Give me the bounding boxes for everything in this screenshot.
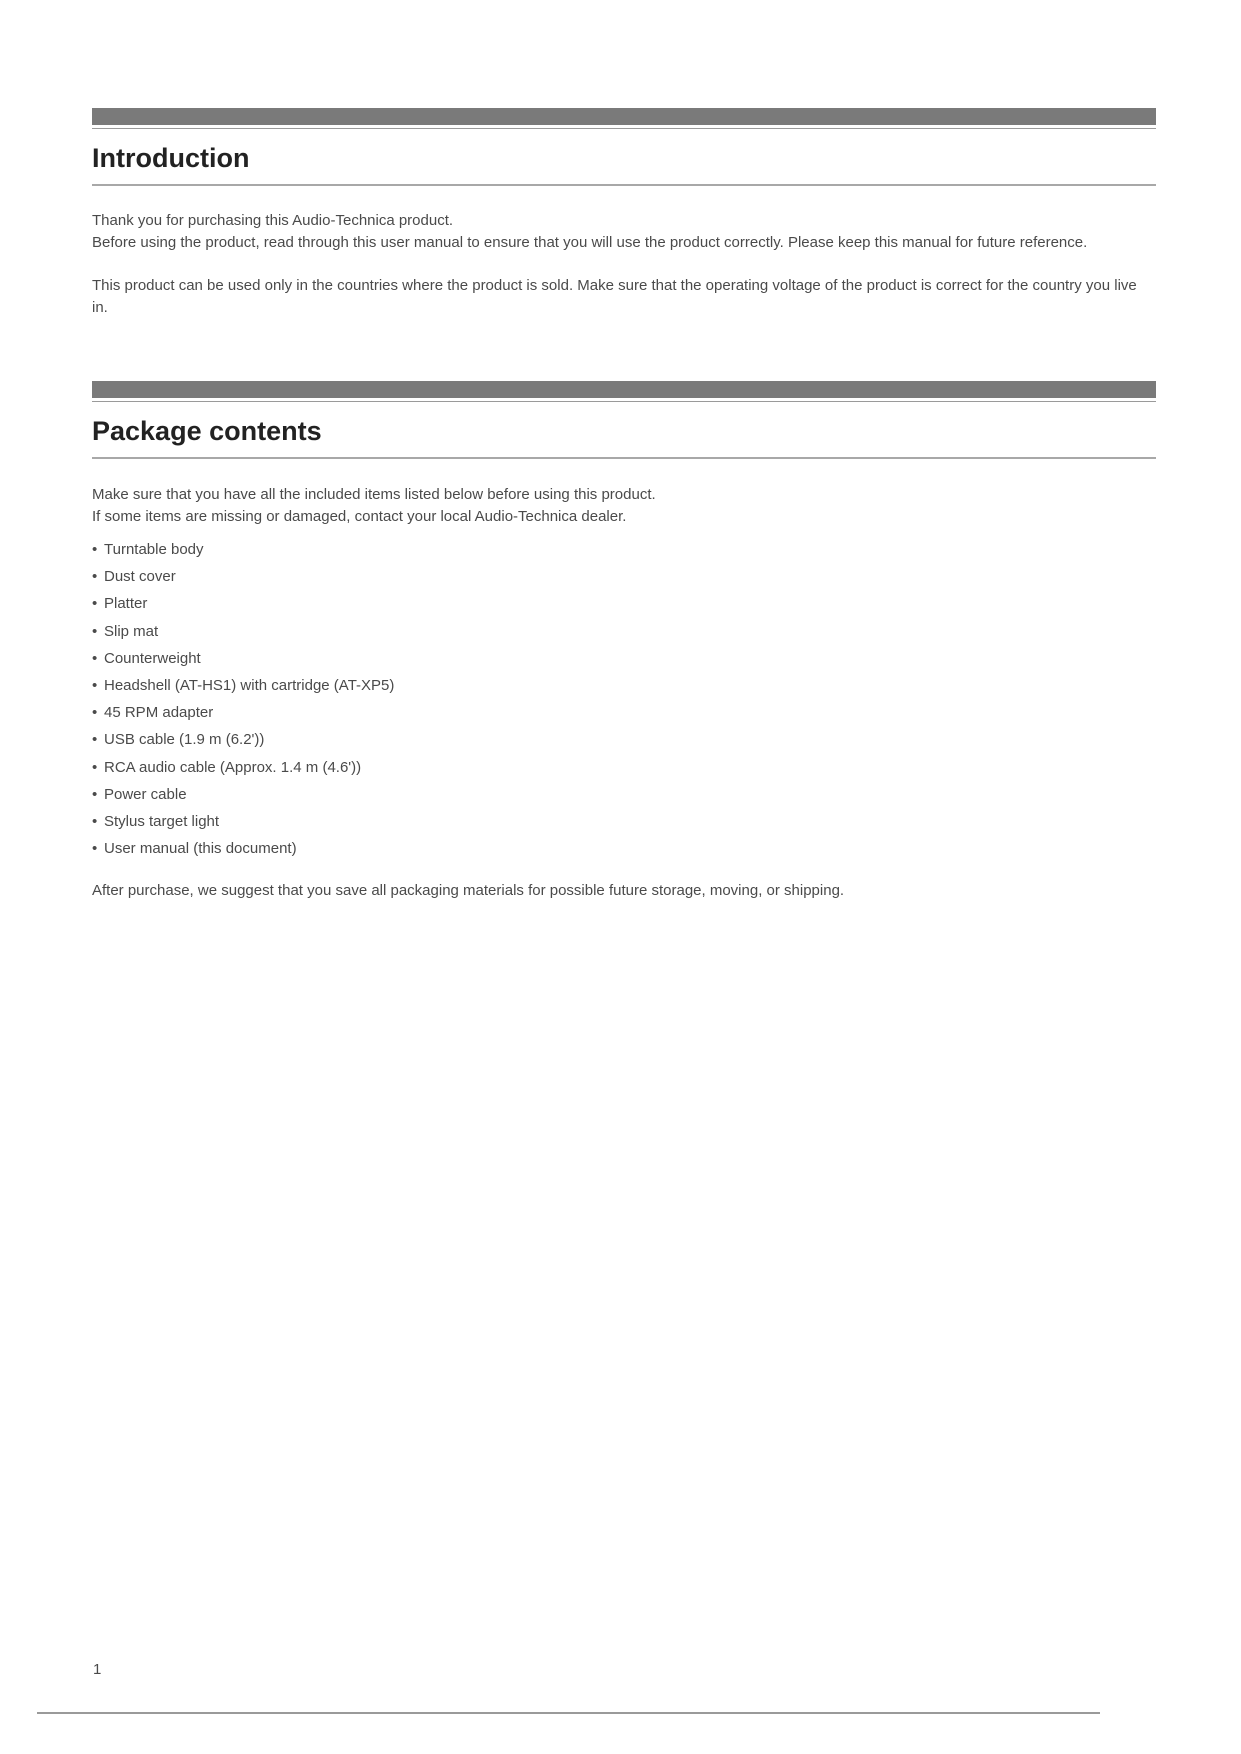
list-item: [92, 754, 1156, 781]
introduction-para1-line2: Before using the product, read through this user manual to ensure that you will use the product correctly. Please keep this manual for future reference.: [92, 234, 1088, 251]
bullet-icon: •: [92, 541, 98, 558]
introduction-para1-line1: Thank you for purchasing this Audio-Technica product.: [92, 212, 454, 229]
package-contents-section-header: [92, 381, 1156, 459]
bullet-icon: •: [92, 622, 98, 640]
section-bar: [92, 108, 1156, 125]
list-item-text: Counterweight: [104, 649, 201, 667]
introduction-title: Introduction: [92, 143, 250, 173]
list-item: [92, 536, 1156, 563]
section-bar: [92, 381, 1156, 398]
bullet-icon: •: [92, 731, 98, 749]
package-item-list: [92, 536, 1156, 862]
list-item: [92, 699, 1156, 726]
list-item: [92, 590, 1156, 617]
list-item-text: Platter: [104, 595, 148, 613]
list-item-text: Power cable: [104, 785, 187, 803]
bullet-icon: •: [92, 704, 98, 722]
list-item-text: User manual (this document): [104, 840, 297, 858]
list-item: [92, 563, 1156, 590]
list-item-text: Dust cover: [104, 568, 176, 586]
list-item-text: 45 RPM adapter: [104, 704, 214, 722]
list-item-text: Headshell (AT-HS1) with cartridge (AT-XP5): [104, 677, 395, 695]
list-item: [92, 618, 1156, 645]
list-item-text: Stylus target light: [104, 813, 220, 831]
bullet-icon: •: [92, 758, 98, 776]
list-item-text: Turntable body: [104, 541, 204, 558]
package-intro-line1: Make sure that you have all the included items listed below before using this product.: [92, 486, 656, 503]
bullet-icon: •: [92, 813, 98, 831]
page-number: 1: [93, 1661, 102, 1678]
introduction-body: [92, 210, 1156, 319]
bullet-icon: •: [92, 649, 98, 667]
list-item: [92, 645, 1156, 672]
list-item: [92, 808, 1156, 835]
list-item-text: Slip mat: [104, 622, 159, 640]
section-rule: [92, 184, 1156, 186]
list-item: [92, 726, 1156, 753]
footer-rule: [37, 1712, 1100, 1714]
list-item-text: RCA audio cable (Approx. 1.4 m (4.6')): [104, 758, 362, 776]
bullet-icon: •: [92, 568, 98, 586]
package-contents-body: [92, 484, 1156, 902]
package-contents-title: Package contents: [92, 416, 322, 446]
introduction-section-header: [92, 108, 1156, 186]
bullet-icon: •: [92, 677, 98, 695]
packaging-note: After purchase, we suggest that you save all packaging materials for possible future storage, moving, or shipping.: [92, 882, 845, 900]
list-item: [92, 781, 1156, 808]
introduction-para2: This product can be used only in the countries where the product is sold. Make sure that the operating voltage of the product is correct for the country you live in.: [92, 277, 1137, 316]
list-item-text: USB cable (1.9 m (6.2')): [104, 731, 265, 749]
bullet-icon: •: [92, 785, 98, 803]
package-intro-line2: If some items are missing or damaged, contact your local Audio-Technica dealer.: [92, 508, 627, 525]
section-rule: [92, 457, 1156, 459]
list-item: [92, 672, 1156, 699]
bullet-icon: •: [92, 840, 98, 858]
list-item: [92, 835, 1156, 862]
bullet-icon: •: [92, 595, 98, 613]
